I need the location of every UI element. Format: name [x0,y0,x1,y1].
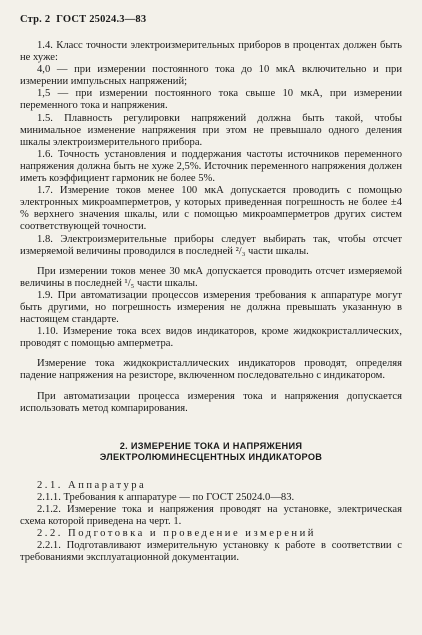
clause-1-6: 1.6. Точность установления и поддержания частоты источников переменного напряжения должна быть не хуже 2,5%. Источник переменного напряжения должен иметь коэффициент гармоник не более 5%. [20,148,402,185]
automation-paragraph: При автоматизации процесса измерения тока и напряжения допускается использовать метод компарирования. [20,390,402,414]
section-2-title [20,441,402,464]
clause-2-2-1: 2.2.1. Подготавливают измерительную установку к работе в соответствии с требованиями эксплуатационной документации. [20,540,402,564]
clause-2-2: 2.2. Подготовка и проведение измерений [37,528,316,540]
clause-2-1: 2.1. Аппаратура [37,479,147,491]
clause-1-10: 1.10. Измерение тока всех видов индикаторов, кроме жидкокристаллических, проводят с помощью амперметра. [20,326,402,350]
clause-1-9: 1.9. При автоматизации процессов измерения требования к аппаратуре могут быть другими, но погрешность измерения не должна превышать указанную в настоящем стандарте. [20,289,402,326]
clause-1-7: 1.7. Измерение токов менее 100 мкА допускается проводить с помощью электронных микроамперметров, у которых приведенная погрешность не более ±4 % верхнего значения шкалы, или с помощью микроамперметров других систем соответствующей точности. [20,185,402,233]
accuracy-class-1-5: 1,5 — при измерении постоянного тока свыше 10 мкА, при измерении переменного тока и напряжения. [20,88,402,112]
clause-1-8: 1.8. Электроизмерительные приборы следует выбирать так, чтобы отсчет измеряемой величины проводился в последней ²/₃ части шкалы. [20,233,402,257]
page-number: Стр. 2 [20,14,51,25]
clause-1-8-note: При измерении токов менее 30 мкА допускается проводить отсчет измеряемой величины в последней ¹/₅ части шкалы. [20,265,402,289]
lcd-current-paragraph: Измерение тока жидкокристаллических индикаторов проводят, определяя падение напряжения на резисторе, включенном последовательно с индикатором. [20,358,402,382]
accuracy-class-4: 4,0 — при измерении постоянного тока до 10 мкА включительно и при измерении импульсных напряжений; [20,64,402,88]
clause-2-1-2: 2.1.2. Измерение тока и напряжения проводят на установке, электрическая схема которой приведена на черт. 1. [20,503,402,527]
body-text [20,40,402,564]
section-title-line-2: ЭЛЕКТРОЛЮМИНЕСЦЕНТНЫХ ИНДИКАТОРОВ [99,452,323,463]
clause-2-1-1: 2.1.1. Требования к аппаратуре — по ГОСТ 25024.0—83. [37,491,295,503]
clause-1-5: 1.5. Плавность регулировки напряжений должна быть такой, чтобы минимальное изменение напряжения при этом не превышало одного деления шкалы электроизмерительного прибора. [20,112,402,148]
standard-code: ГОСТ 25024.3—83 [56,14,147,25]
page-header [20,14,146,25]
section-title-line-1: 2. ИЗМЕРЕНИЕ ТОКА И НАПРЯЖЕНИЯ [119,440,303,451]
clause-1-4: 1.4. Класс точности электроизмерительных приборов в процентах должен быть не хуже: [20,40,402,64]
